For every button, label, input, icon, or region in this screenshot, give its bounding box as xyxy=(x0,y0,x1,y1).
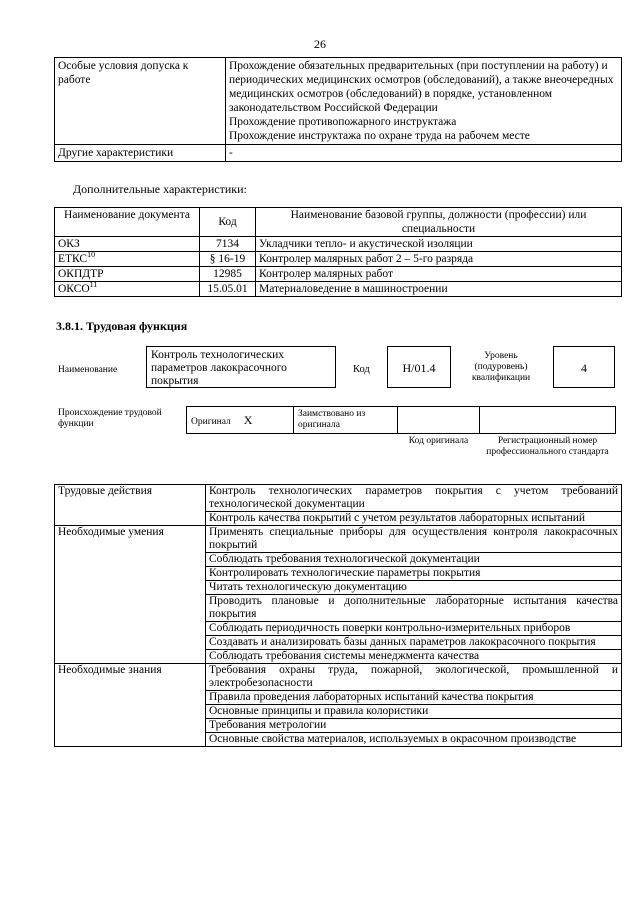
group-item: Соблюдать периодичность поверки контрольно-измерительных приборов xyxy=(206,622,622,636)
original-label: Оригинал xyxy=(191,417,231,427)
doc-cell: ЕТКС$^{10}$ xyxy=(55,252,200,267)
group-item: Контролировать технологические параметры покрытия xyxy=(206,567,622,581)
level-label: Уровень (подуровень) квалификации xyxy=(471,351,531,383)
original-mark: X xyxy=(243,413,253,427)
doc-cell: ОКСО$^{11}$ xyxy=(55,282,200,297)
table-row xyxy=(55,145,622,162)
column-header: Наименование документа xyxy=(55,208,200,237)
origin-code-label: Код оригинала xyxy=(408,436,469,446)
function-name-box: Контроль технологических параметров лакокрасочного покрытия xyxy=(146,346,336,388)
section-title: 3.8.1. Трудовая функция xyxy=(56,319,188,333)
code-label: Код xyxy=(353,364,370,375)
group-item: Соблюдать требования технологической документации xyxy=(206,553,622,567)
origin-code-box xyxy=(397,406,480,434)
group-item: Соблюдать требования системы менеджмента качества xyxy=(206,650,622,664)
additional-characteristics-table xyxy=(54,207,622,297)
column-header: Наименование базовой группы, должности (профессии) или специальности xyxy=(256,208,622,237)
table-row xyxy=(55,237,622,252)
group-item: Требования охраны труда, пожарной, экологической, промышленной и электробезопасности xyxy=(206,664,622,691)
row-value: - xyxy=(226,145,622,162)
reg-number-box xyxy=(479,406,616,434)
code-cell: 7134 xyxy=(200,237,256,252)
group-item: Требования метрологии xyxy=(206,719,622,733)
function-name-underline xyxy=(146,387,336,388)
column-header: Код xyxy=(200,208,256,237)
group-item: Применять специальные приборы для осуществления контроля лакокрасочных покрытий xyxy=(206,526,622,553)
name-cell: Укладчики тепло- и акустической изоляции xyxy=(256,237,622,252)
row-label: Особые условия допуска к работе xyxy=(55,58,226,145)
origin-label: Происхождение трудовой функции xyxy=(58,408,162,429)
table-row xyxy=(55,252,622,267)
row-label: Другие характеристики xyxy=(55,145,226,162)
admission-conditions-table xyxy=(54,57,622,162)
doc-cell: ОКПДТР xyxy=(55,267,200,282)
code-cell: 12985 xyxy=(200,267,256,282)
code-cell: 15.05.01 xyxy=(200,282,256,297)
level-value-box: 4 xyxy=(553,346,615,388)
table-header-row xyxy=(55,208,622,237)
labor-function-details-table xyxy=(54,484,622,747)
group-label: Необходимые знания xyxy=(55,664,206,747)
code-value-box: H/01.4 xyxy=(387,346,451,388)
table-row xyxy=(55,267,622,282)
additional-heading: Дополнительные характеристики: xyxy=(73,182,247,196)
reg-number-label: Регистрационный номер профессионального стандарта xyxy=(486,436,609,457)
group-label: Необходимые умения xyxy=(55,526,206,664)
group-item: Контроль технологических параметров покрытия с учетом требований технологической документации xyxy=(206,485,622,512)
group-item: Правила проведения лабораторных испытаний качества покрытия xyxy=(206,691,622,705)
group-item: Создавать и анализировать базы данных параметров лакокрасочного покрытия xyxy=(206,636,622,650)
value-line: Прохождение инструктажа по охране труда на рабочем месте xyxy=(229,130,530,142)
value-line: Прохождение противопожарного инструктажа xyxy=(229,116,457,128)
group-item: Основные свойства материалов, используемых в окрасочном производстве xyxy=(206,733,622,747)
table-row xyxy=(55,485,622,512)
doc-cell: ОКЗ xyxy=(55,237,200,252)
group-item: Читать технологическую документацию xyxy=(206,581,622,595)
table-row xyxy=(55,58,622,145)
name-cell: Контролер малярных работ 2 – 5-го разряда xyxy=(256,252,622,267)
group-item: Проводить плановые и дополнительные лабораторные испытания качества покрытия xyxy=(206,595,622,622)
name-cell: Материаловедение в машиностроении xyxy=(256,282,622,297)
table-row xyxy=(55,664,622,691)
table-row xyxy=(55,282,622,297)
code-cell: § 16-19 xyxy=(200,252,256,267)
group-item: Основные принципы и правила колористики xyxy=(206,705,622,719)
borrowed-cell: Заимствовано из оригинала xyxy=(293,406,398,434)
group-item: Контроль качества покрытий с учетом результатов лабораторных испытаний xyxy=(206,512,622,526)
table-row xyxy=(55,526,622,553)
page-number: 26 xyxy=(314,37,326,51)
row-value xyxy=(226,58,622,145)
value-line: Прохождение обязательных предварительных (при поступлении на работу) и периодических медицинских осмотров (обследований), а также внеочередных медицинских осмотров (обследований) в порядке, установленном законодательством Российской Федерации xyxy=(229,60,614,114)
group-label: Трудовые действия xyxy=(55,485,206,526)
original-cell xyxy=(186,406,294,434)
name-label: Наименование xyxy=(58,365,118,375)
name-cell: Контролер малярных работ xyxy=(256,267,622,282)
